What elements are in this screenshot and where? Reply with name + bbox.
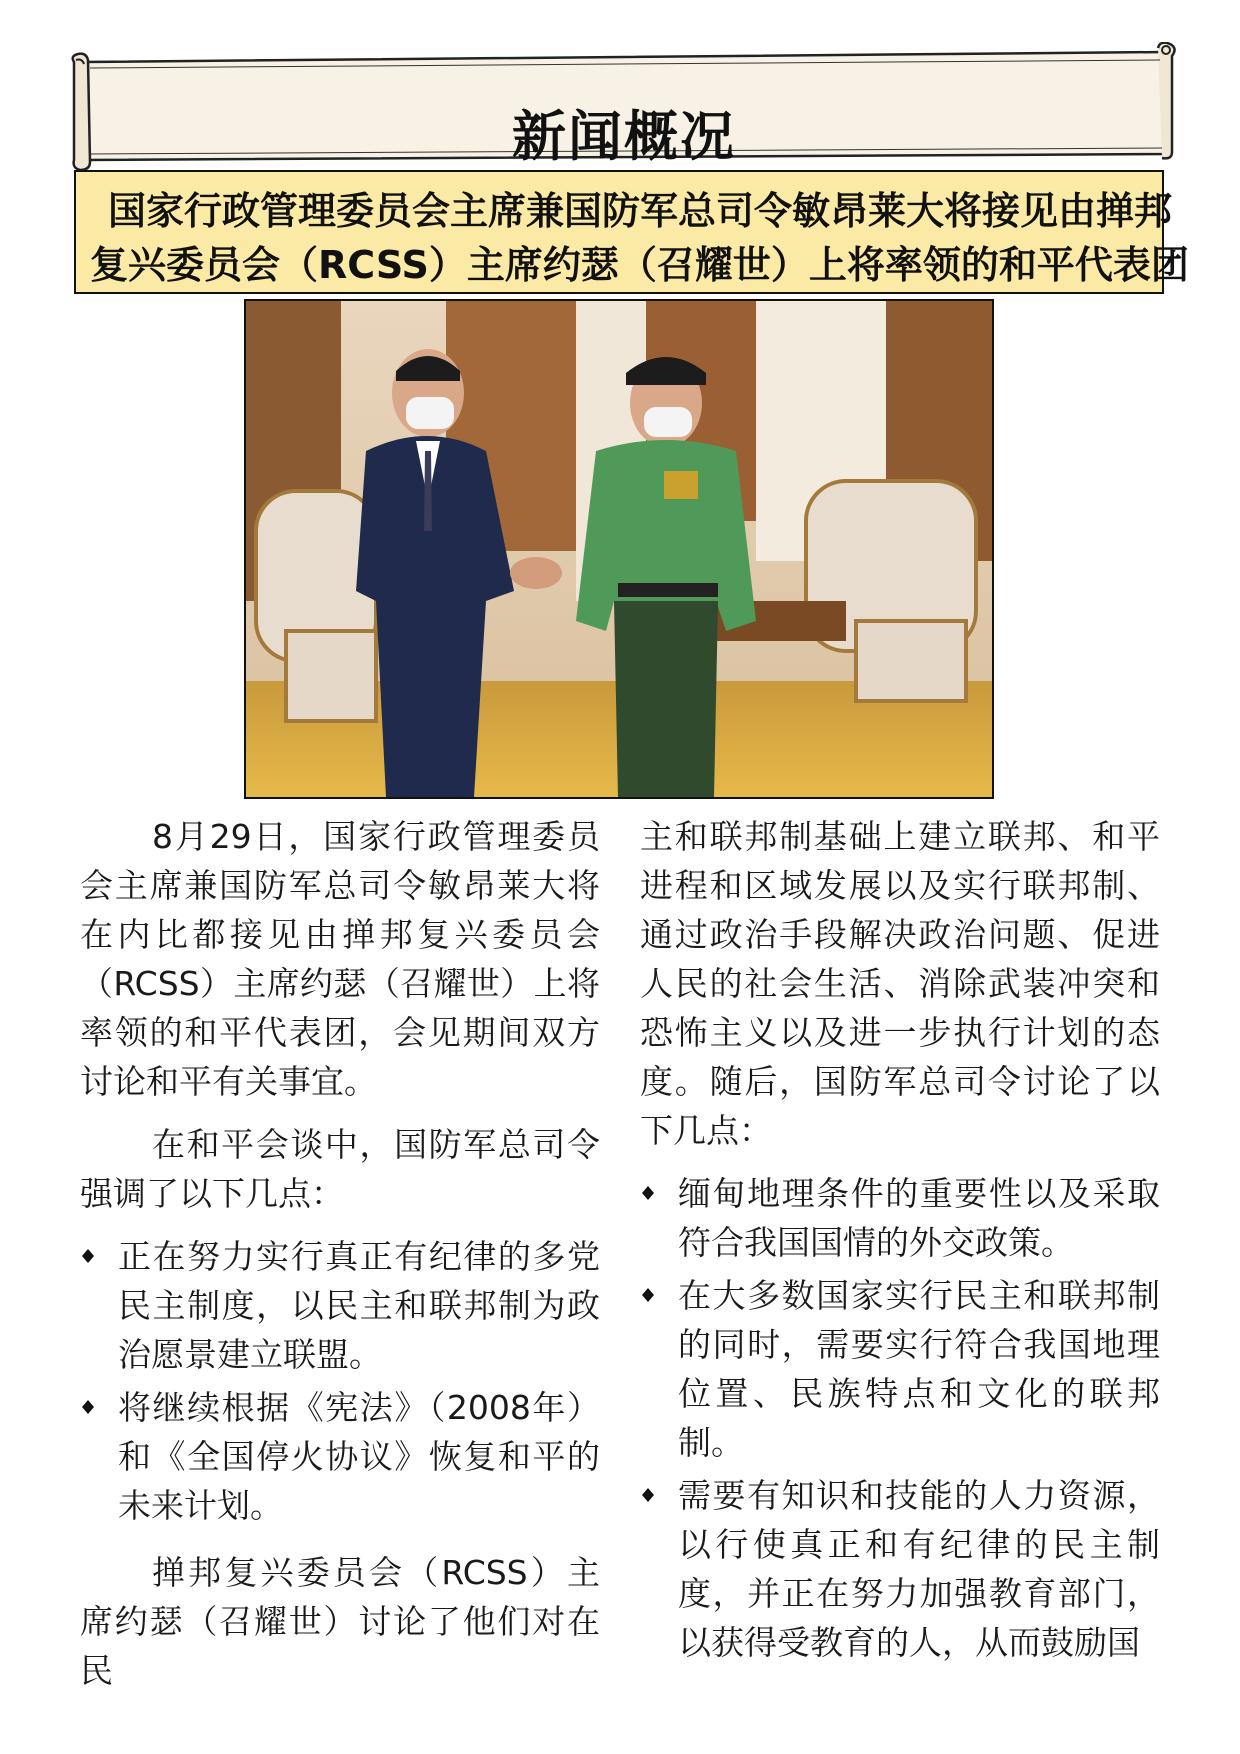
diamond-bullet-icon	[82, 1400, 94, 1407]
diamond-bullet-icon	[642, 1288, 654, 1295]
diamond-bullet-icon	[642, 1488, 654, 1495]
title-banner	[68, 42, 1180, 182]
list-item: 正在努力实行真正有纪律的多党民主制度，以民主和联邦制为政治愿景建立联盟。	[80, 1232, 600, 1379]
list-item: 将继续根据《宪法》（2008年）和《全国停火协议》恢复和平的未来计划。	[80, 1383, 600, 1530]
page-title: 新闻概况	[512, 104, 736, 168]
headline-box	[74, 170, 1189, 294]
continuation-paragraph: 主和联邦制基础上建立联邦、和平进程和区域发展以及实行联邦制、通过政治手段解决政治问题、促进人民的社会生活、消除武装冲突和恐怖主义以及进一步执行计划的态度。随后，国防军总司令讨论了以下几点：	[640, 817, 1160, 1150]
right-column	[640, 812, 1160, 1671]
left-column	[80, 812, 600, 1695]
list-item: 在大多数国家实行民主和联邦制的同时，需要实行符合我国地理位置、民族特点和文化的联邦制。	[640, 1271, 1160, 1467]
rcss-paragraph: 掸邦复兴委员会（RCSS）主席约瑟（召耀世）讨论了他们对在民	[80, 1553, 600, 1690]
list-item: 需要有知识和技能的人力资源，以行使真正和有纪律的民主制度，并正在努力加强教育部门，以获得受教育的人，从而鼓励国	[640, 1471, 1160, 1667]
intro-paragraph: 8月29日，国家行政管理委员会主席兼国防军总司令敏昂莱大将在内比都接见由掸邦复兴委员会（RCSS）主席约瑟（召耀世）上将率领的和平代表团，会见期间双方讨论和平有关事宜。	[80, 817, 600, 1101]
headline-line-2: 复兴委员会（RCSS）主席约瑟（召耀世）上将率领的和平代表团	[90, 243, 1189, 287]
diamond-bullet-icon	[642, 1186, 654, 1193]
headline-line-1: 国家行政管理委员会主席兼国防军总司令敏昂莱大将接见由掸邦	[108, 189, 1173, 233]
handshake-photo	[244, 299, 994, 799]
diamond-bullet-icon	[82, 1249, 94, 1256]
list-item: 缅甸地理条件的重要性以及采取符合我国国情的外交政策。	[640, 1169, 1160, 1267]
emphasis-paragraph: 在和平会谈中，国防军总司令强调了以下几点：	[80, 1125, 600, 1213]
